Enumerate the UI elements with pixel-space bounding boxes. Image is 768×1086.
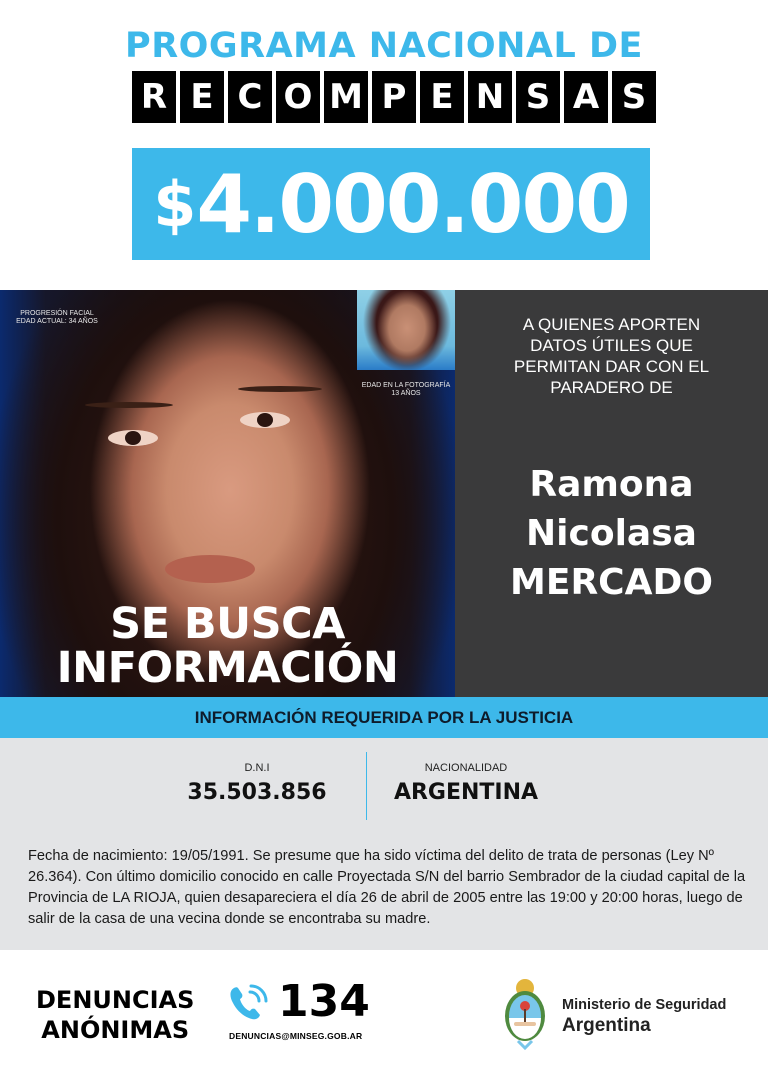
title-letter: O — [276, 71, 320, 123]
nationality-value: ARGENTINA — [393, 780, 539, 805]
title-letter: R — [132, 71, 176, 123]
title-letter: C — [228, 71, 272, 123]
lead-line: DATOS ÚTILES QUE — [530, 336, 693, 355]
dni-value: 35.503.856 — [187, 780, 327, 805]
photo-detail — [238, 386, 322, 392]
currency-symbol: $ — [153, 167, 195, 241]
wanted-headline — [0, 599, 455, 693]
lead-line: A QUIENES APORTEN — [522, 315, 701, 334]
inset-label-line: EDAD EN LA FOTOGRAFÍA — [361, 382, 451, 389]
hotline-number[interactable]: 134 — [278, 976, 370, 1027]
dni-field — [186, 762, 328, 805]
progression-label-line: PROGRESIÓN FACIAL — [20, 310, 94, 317]
progression-label — [12, 310, 102, 326]
name-line: Ramona — [529, 464, 694, 505]
reward-amount: 4.000.000 — [196, 157, 629, 251]
ministry-logo-text — [562, 997, 726, 1037]
photo-detail — [165, 555, 255, 583]
appeal-panel — [455, 290, 768, 697]
nationality-label: NACIONALIDAD — [424, 762, 508, 774]
photo-detail — [85, 402, 173, 408]
title-letter: M — [324, 71, 368, 123]
title-letter: E — [180, 71, 224, 123]
country-name: Argentina — [562, 1015, 651, 1036]
name-line: Nicolasa — [526, 513, 697, 554]
case-description: Fecha de nacimiento: 19/05/1991. Se presume que ha sido víctima del delito de trata de personas (Ley Nº 26.364). Con último domicilio conocido en calle Proyectada S/N del barrio Sembrador de la ciudad capital de la Provincia de LA RIOJA, quien desapareciera el día 26 de abril de 2005 entre las 19:00 y 20:00 horas, luego de salir de la casa de una vecina donde se encontraba su madre. — [28, 848, 746, 927]
inset-label-line: 13 AÑOS — [391, 390, 421, 397]
photo-detail — [240, 412, 290, 428]
childhood-photo — [357, 290, 455, 370]
title-letter: N — [468, 71, 512, 123]
missing-person-name — [455, 460, 768, 607]
report-line: DENUNCIAS — [36, 986, 195, 1014]
photo-detail — [108, 430, 158, 446]
info-section — [0, 738, 768, 950]
ministry-name: Ministerio de Seguridad — [562, 997, 727, 1013]
lead-line: PERMITAN DAR CON EL — [513, 357, 710, 376]
title-letter: P — [372, 71, 416, 123]
report-line: ANÓNIMAS — [41, 1016, 190, 1044]
progression-photo — [0, 290, 455, 697]
coat-of-arms-icon — [500, 978, 550, 1052]
program-title: PROGRAMA NACIONAL DE — [125, 26, 643, 66]
name-line: MERCADO — [510, 562, 713, 603]
report-email[interactable]: DENUNCIAS@MINSEG.GOB.AR — [229, 1031, 363, 1041]
anonymous-reports-label — [36, 985, 194, 1045]
title-letter: A — [564, 71, 608, 123]
childhood-photo-label — [357, 382, 455, 398]
phone-icon — [228, 984, 272, 1022]
info-band-title: INFORMACIÓN REQUERIDA POR LA JUSTICIA — [0, 697, 768, 738]
progression-label-line: EDAD ACTUAL: 34 AÑOS — [16, 318, 98, 325]
recompensas-title — [132, 71, 656, 123]
field-divider — [366, 752, 367, 820]
title-letter: E — [420, 71, 464, 123]
nationality-field — [388, 762, 544, 805]
dni-label: D.N.I — [244, 762, 270, 774]
reward-amount-box — [132, 148, 650, 260]
title-letter: S — [516, 71, 560, 123]
headline-line: INFORMACIÓN — [56, 643, 399, 693]
appeal-lead — [455, 314, 768, 398]
lead-line: PARADERO DE — [550, 378, 673, 397]
headline-line: SE BUSCA — [110, 599, 345, 649]
title-letter: S — [612, 71, 656, 123]
